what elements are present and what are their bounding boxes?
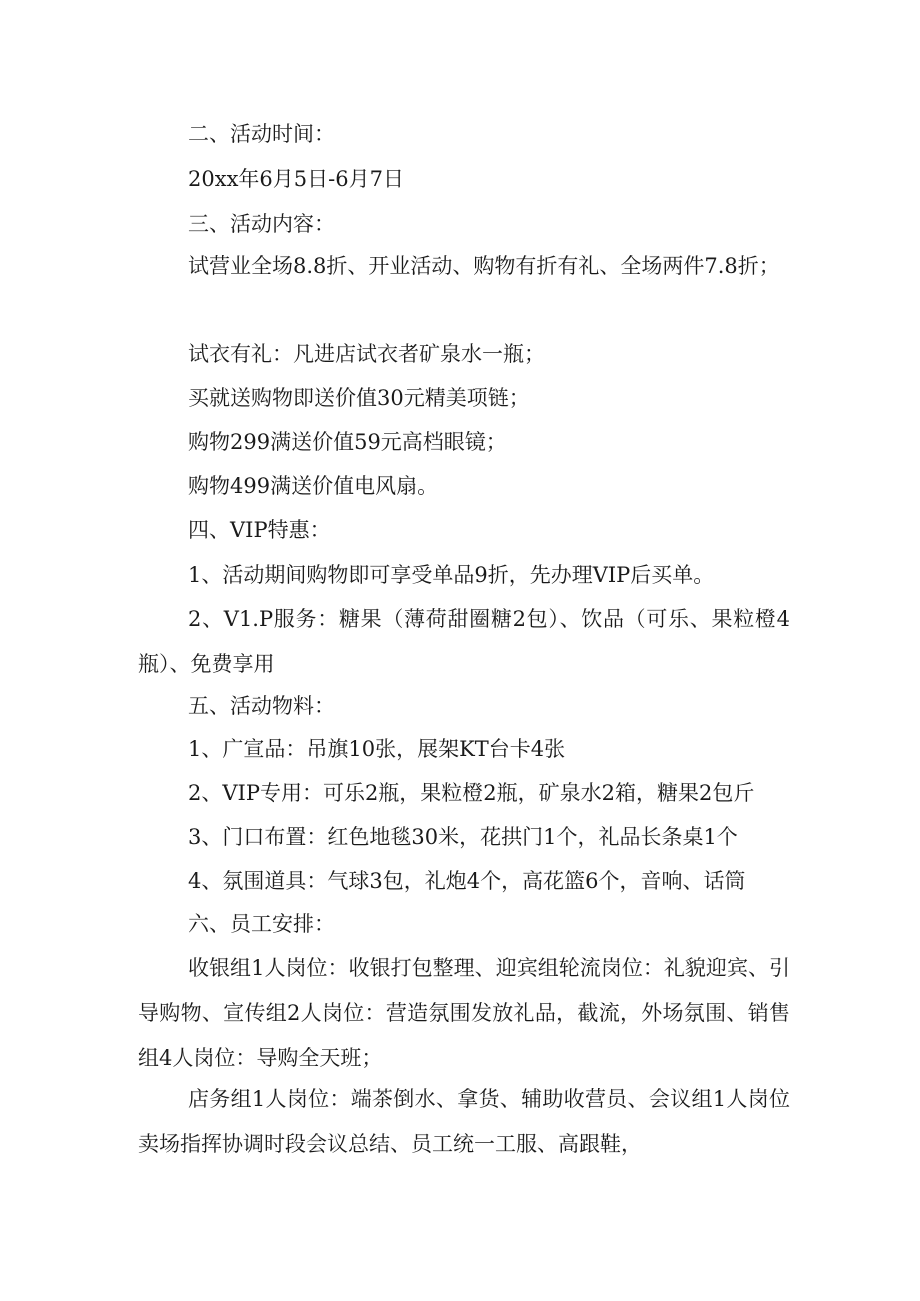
section-heading-vip: 四、VIP特惠：	[188, 518, 331, 542]
paragraph-staff-groups: 收银组1人岗位：收银打包整理、迎宾组轮流岗位：礼貌迎宾、引导购物、宣传组2人岗位：营造氛围发放礼品，截流，外场氛围、销售组4人岗位：导购全天班；	[138, 956, 790, 1070]
paragraph-atmosphere-props: 4、氛围道具：气球3包，礼炮4个，高花篮6个，音响、话筒	[188, 869, 746, 893]
section-heading-content: 三、活动内容：	[188, 212, 335, 236]
paragraph-discount: 试营业全场8.8折、开业活动、购物有折有礼、全场两件7.8折；	[188, 254, 780, 278]
section-heading-materials: 五、活动物料：	[188, 694, 335, 718]
paragraph-vip-discount: 1、活动期间购物即可享受单品9折，先办理VIP后买单。	[188, 563, 715, 587]
paragraph-store-affairs: 店务组1人岗位：端茶倒水、拿货、辅助收营员、会议组1人岗位卖场指挥协调时段会议总结、员工统一工服、高跟鞋，	[138, 1087, 790, 1156]
paragraph-necklace: 买就送购物即送价值30元精美项链；	[188, 386, 530, 410]
paragraph-glasses: 购物299满送价值59元高档眼镜；	[188, 430, 507, 454]
paragraph-promo-items: 1、广宣品：吊旗10张，展架KT台卡4张	[188, 737, 566, 761]
paragraph-vip-service: 2、V1.P服务：糖果（薄荷甜圈糖2包）、饮品（可乐、果粒橙4瓶）、免费享用	[138, 607, 790, 676]
paragraph-vip-supplies: 2、VIP专用：可乐2瓶，果粒橙2瓶，矿泉水2箱，糖果2包斤	[188, 781, 755, 805]
paragraph-date: 20xx年6月5日-6月7日	[188, 167, 404, 191]
paragraph-try-on-gift: 试衣有礼：凡进店试衣者矿泉水一瓶；	[188, 342, 545, 366]
paragraph-fan: 购物499满送价值电风扇。	[188, 474, 439, 498]
section-heading-time: 二、活动时间：	[188, 122, 335, 146]
paragraph-entrance-setup: 3、门口布置：红色地毯30米，花拱门1个，礼品长条桌1个	[188, 825, 738, 849]
section-heading-staff: 六、员工安排：	[188, 912, 335, 936]
